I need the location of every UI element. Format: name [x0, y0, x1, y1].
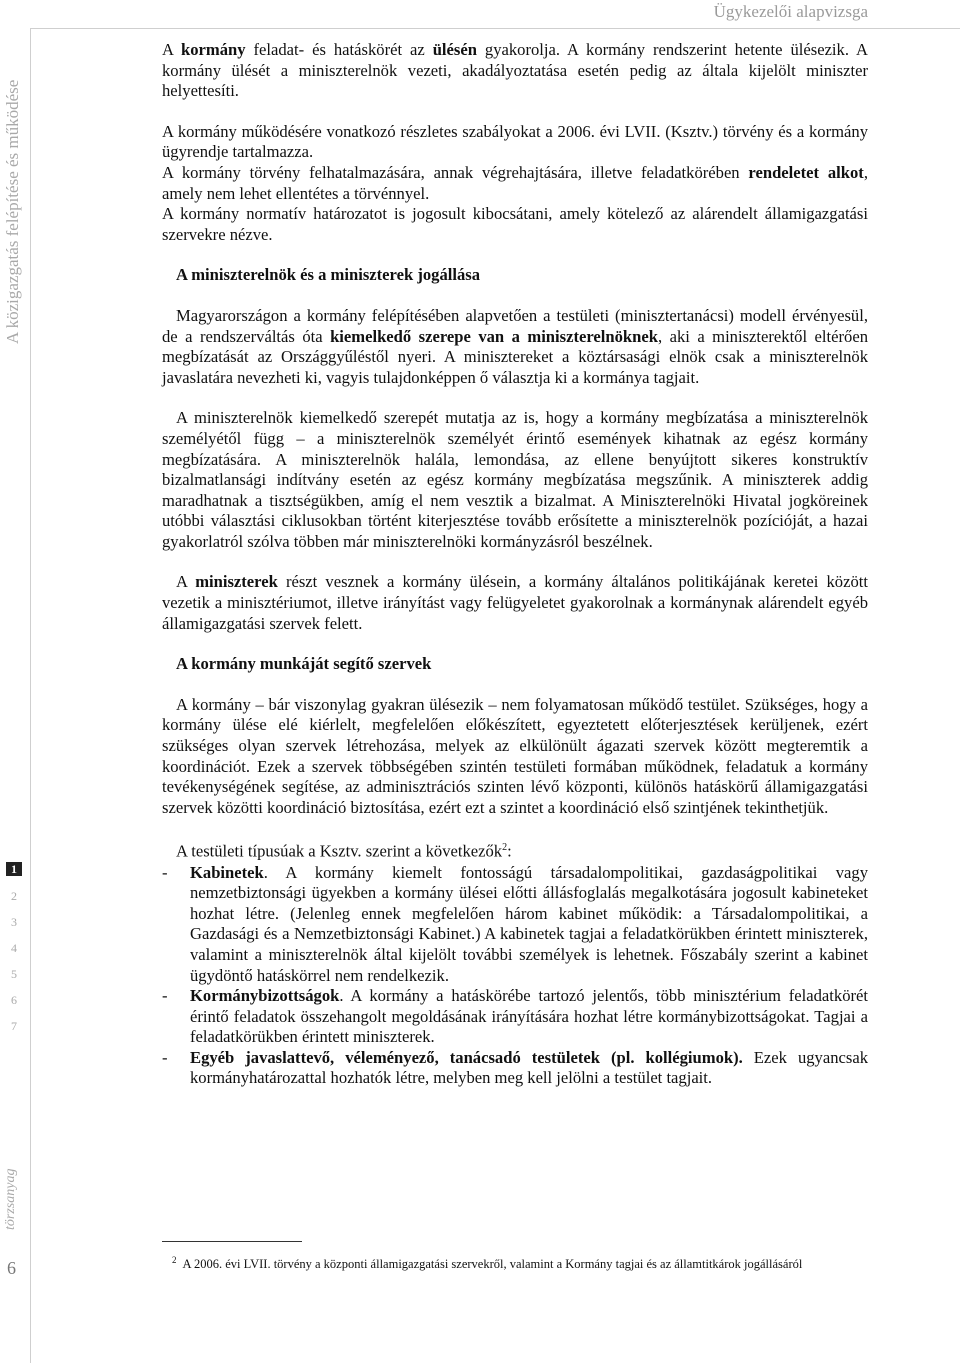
- emphasis-text: kormány: [181, 40, 246, 59]
- paragraph-6: A miniszterelnök kiemelkedő szerepét mutatja az is, hogy a kormány megbízatása a miniszterelnök személyétől függ – a miniszterelnök személyét érintő események kihatnak az egész kormány megbízatására. A miniszterelnök halála, lemondása, az ellene benyújtott sikeres konstruktív bizalmatlansági indítvány esetén az egész kormány megbízatása megszűnik. A miniszterek addig maradhatnak a tisztségükben, amíg el nem vesztik a bizalmat. A Miniszterelnöki Hivatal jogköreinek utóbbi választási ciklusokban történt kiterjesztése tovább erősítette a miniszterelnök pozícióját, a hazai gyakorlatról szólva többen már miniszterelnöki kormányzásról beszélnek.: [162, 408, 868, 551]
- paragraph-4: A kormány normatív határozatot is jogosult kibocsátani, amely kötelező az alárendelt államigazgatási szervekre nézve.: [162, 204, 868, 244]
- paragraph-7: [162, 572, 868, 634]
- text-run: gyakorolja. A kormány rendszerint hetente ülésezik. A kormány ülését a miniszterelnök vezeti, akadályoztatása esetén pedig az általa kijelölt miniszter helyettesíti.: [162, 40, 869, 101]
- list-dash: -: [162, 1047, 168, 1067]
- text-run: , amely nem lehet ellentétes a törvénnyel.: [162, 162, 868, 203]
- chapter-link-5[interactable]: 5: [11, 967, 17, 981]
- sidebar-subject-text: törzsanyag: [3, 1168, 18, 1230]
- list-item-text: . A kormány kiemelt fontosságú társadalompolitikai, gazdaságpolitikai vagy nemzetbiztonsági ügyekben a kormány ülései előtti állásfoglalás megalkotására jogosult kabineteket hozhat létre. (Jelenleg ennek megfelelően három kabinet működik: a Társadalompolitikai, a Gazdasági és a Nemzetbiztonsági Kabinet.) A kabinetek tagjai a feladatkörükben érintett miniszterek, valamint a miniszterelnök által kijelölt további személyek is lehetnek. Főszabály szerint a kabinet ügydöntő hatáskörrel nem rendelkezik.: [190, 862, 868, 985]
- chapter-link-3[interactable]: 3: [11, 915, 17, 929]
- text-run: A: [176, 572, 196, 592]
- page-number: 6: [7, 1258, 16, 1278]
- chapter-link-4[interactable]: 4: [11, 941, 17, 955]
- sidebar-book-title-text: A közigazgatás felépítése és működése: [3, 79, 22, 344]
- paragraph-3: [162, 163, 868, 204]
- list-item-term: Kabinetek: [190, 862, 264, 882]
- emphasis-text: ülésén: [432, 40, 477, 59]
- sidebar-book-title: [0, 0, 30, 347]
- emphasis-text: rendeletet alkot: [748, 162, 864, 182]
- paragraph-8: A kormány – bár viszonylag gyakran ülésezik – nem folyamatosan működő testület. Szükséges, hogy a kormány ülése elé kiérlelt, megfelelően előkészített, egyeztetett előterjesztések kerüljenek, ezért szükséges olyan szervek létrehozása, melyek az elkülönült ágazati szervek között megteremtik a koordinációt. Ezek a szervek többségében szintén testületi formában működnek, feladatuk a kormány tevékenységének segítése, az adminisztrációs szinten lévő központi, különös hatáskörű államigazgatási szervek közötti koordináció biztosítása, ezért ezt a szintet a koordináció első szintjének tekinthetjük.: [162, 694, 868, 817]
- header-divider: [30, 28, 960, 29]
- list-item-text: Ezek ugyancsak kormányhatározattal hozhatók létre, melyben meg kell jelölni a testület tagjait.: [190, 1047, 869, 1088]
- emphasis-text: kiemelkedő szerepe van a miniszterelnöknek: [330, 326, 658, 346]
- text-run: , aki a miniszterektől eltérően megbízatását az Országgyűléstől nyeri. A minisztereket a köztársasági elnök csak a miniszterelnök javaslatára nevezheti ki, vagyis tulajdonképpen ő választja ki a kormánya tagjait.: [162, 326, 868, 387]
- text-run: Magyarországon a kormány felépítésében alapvetően a testületi (minisztertanácsi) modell érvényesül, de a rendszerváltás óta: [162, 305, 868, 346]
- chapter-link-2[interactable]: 2: [11, 889, 17, 903]
- chapter-link-1[interactable]: 1: [6, 862, 22, 876]
- list-dash: -: [162, 862, 168, 882]
- footnote-text: A 2006. évi LVII. törvény a központi államigazgatási szervekről, valamint a Kormány tagjai és az államtitkárok jogállásáról: [182, 1257, 803, 1272]
- text-run: A kormány törvény felhatalmazására, annak végrehajtására, illetve feladatkörében: [162, 162, 749, 182]
- list-item: [162, 986, 868, 1048]
- main-content: [162, 40, 868, 1089]
- emphasis-text: miniszterek: [195, 572, 278, 592]
- paragraph-9-colon: :: [507, 841, 512, 861]
- list-item: [162, 863, 868, 987]
- list-item-term: Kormánybizottságok: [190, 986, 340, 1006]
- council-types-list: [162, 863, 868, 1090]
- footnote-divider: [162, 1241, 302, 1242]
- paragraph-2: A kormány működésére vonatkozó részletes szabályokat a 2006. évi LVII. (Ksztv.) törvény és a kormány ügyrendje tartalmazza.: [162, 121, 868, 162]
- list-item: [162, 1048, 868, 1089]
- paragraph-9-text: A testületi típusúak a Ksztv. szerint a következők: [176, 841, 503, 861]
- section-heading-2: A kormány munkáját segítő szervek: [176, 654, 432, 674]
- footnote-ref[interactable]: 2: [502, 842, 508, 854]
- paragraph-9: [162, 838, 868, 862]
- paragraph-1: [162, 40, 868, 102]
- footnote: [172, 1252, 872, 1272]
- chapter-link-6[interactable]: 6: [11, 993, 17, 1007]
- chapter-nav: [6, 862, 22, 1044]
- footnote-mark: 2: [172, 1255, 177, 1265]
- list-item-term: Egyéb javaslattevő, véleményező, tanácsadó testületek (pl. kollégiumok).: [190, 1047, 743, 1067]
- header-title: Ügykezelői alapvizsga: [713, 2, 868, 21]
- list-item-text: . A kormány a hatáskörébe tartozó jelentős, több minisztérium feladatkörét érintő feladatok összehangolt megoldásának irányítására hozhat létre kormánybizottságokat. Tagjai a feladatkörükben érintett miniszterek.: [190, 986, 868, 1047]
- list-dash: -: [162, 986, 168, 1006]
- text-run: részt vesznek a kormány ülésein, a kormány általános politikájának keretei között vezetik a minisztériumot, illetve irányítást vagy felügyeletet gyakorolnak a kormánynak alárendelt egyéb államigazgatási szervek felett.: [162, 572, 868, 633]
- chapter-link-7[interactable]: 7: [11, 1019, 17, 1033]
- paragraph-5: [162, 306, 868, 388]
- text-run: A: [162, 40, 182, 59]
- section-heading-1: A miniszterelnök és a miniszterek jogállása: [176, 265, 481, 285]
- text-run: feladat- és hatáskörét az: [245, 40, 433, 59]
- sidebar-divider: [30, 28, 31, 1363]
